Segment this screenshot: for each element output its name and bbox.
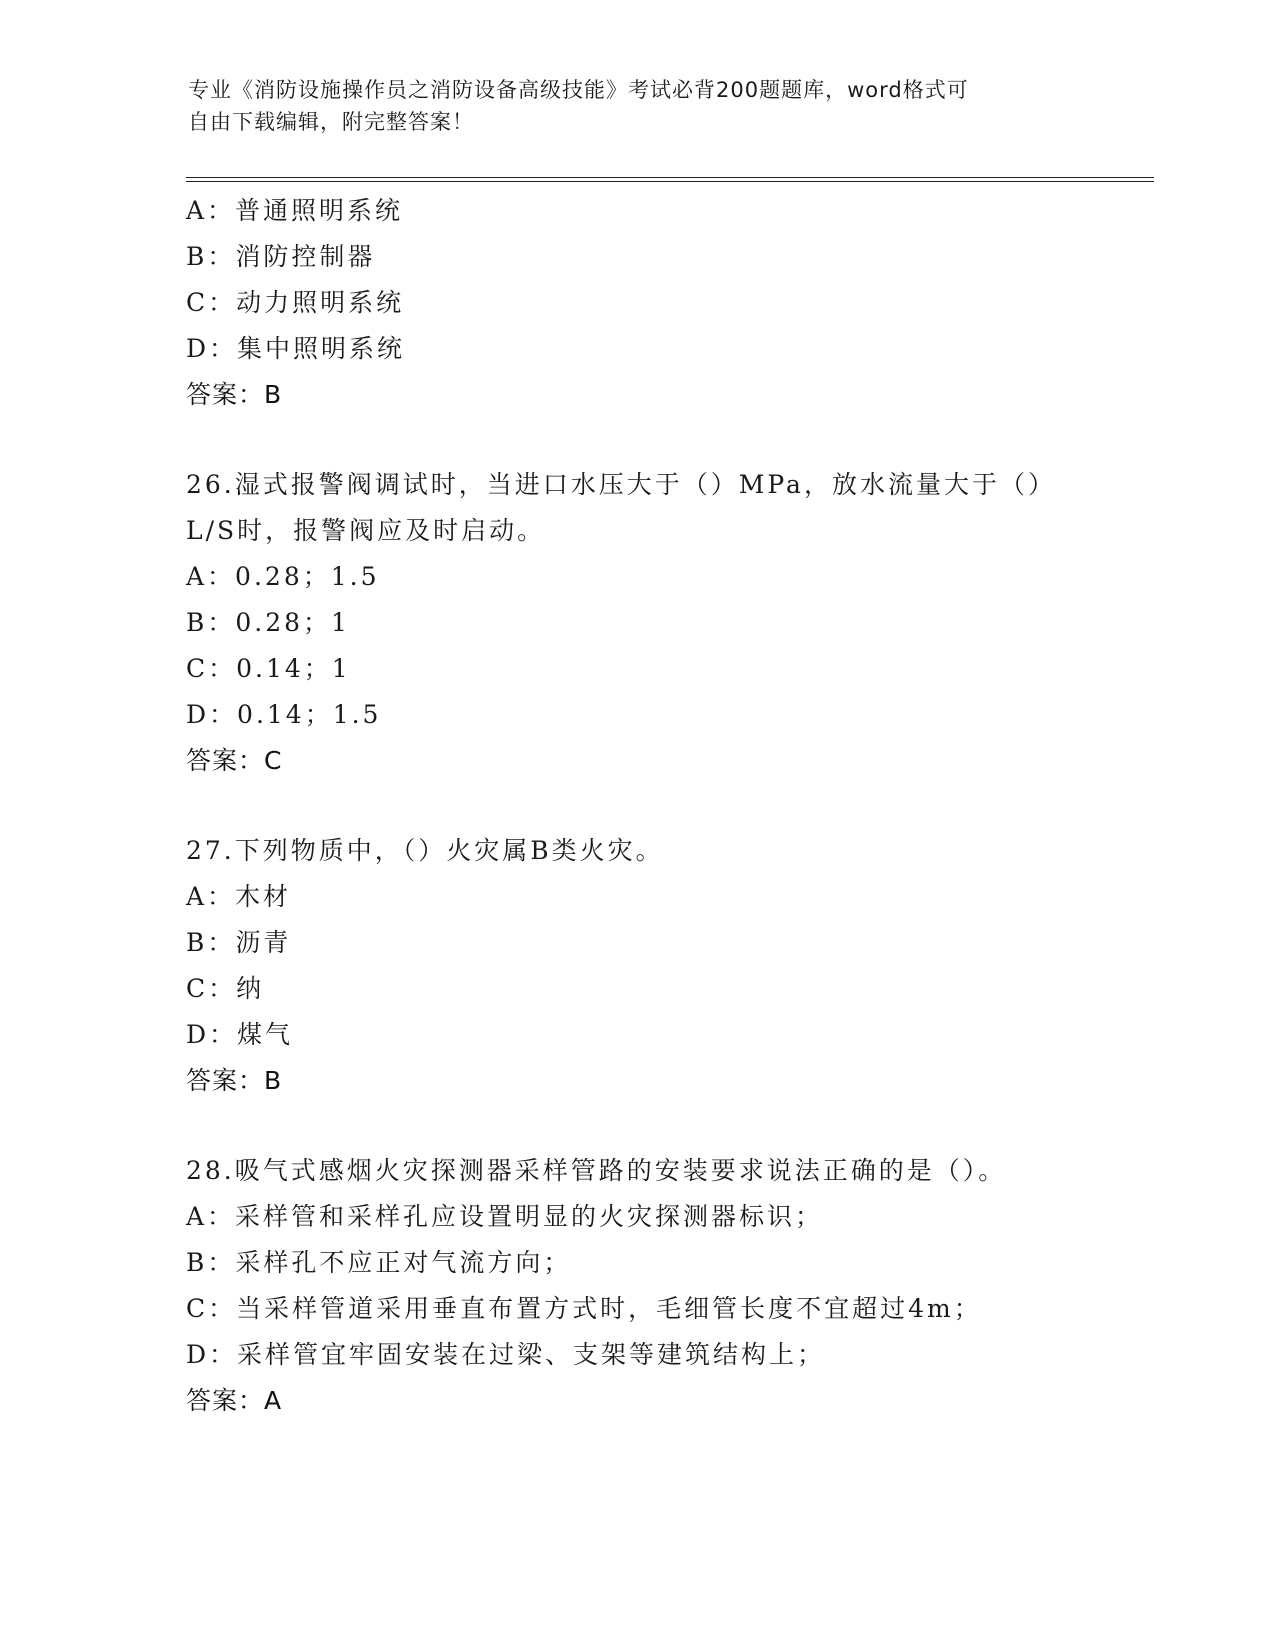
option-b: B：消防控制器 — [186, 242, 376, 271]
answer-line: 答案：B — [186, 380, 283, 409]
option-d: D：煤气 — [186, 1020, 294, 1049]
option-c: C：动力照明系统 — [186, 288, 405, 317]
question-block — [186, 1148, 1166, 1424]
question-block — [186, 462, 1166, 784]
question-block — [186, 188, 1166, 418]
document-header — [188, 74, 1088, 138]
option-c: C：0.14；1 — [186, 654, 351, 683]
option-d: D：集中照明系统 — [186, 334, 406, 363]
option-d: D：采样管宜牢固安装在过梁、支架等建筑结构上； — [186, 1340, 826, 1369]
spacer — [186, 784, 1166, 828]
option-a: A：采样管和采样孔应设置明显的火灾探测器标识； — [186, 1202, 824, 1231]
option-b: B：0.28；1 — [186, 608, 350, 637]
question-list — [186, 188, 1166, 1424]
option-b: B：沥青 — [186, 928, 292, 957]
option-c: C：纳 — [186, 974, 265, 1003]
option-a: A：普通照明系统 — [186, 196, 404, 225]
spacer — [186, 418, 1166, 462]
option-c: C：当采样管道采用垂直布置方式时，毛细管长度不宜超过4m； — [186, 1294, 982, 1323]
question-block — [186, 828, 1166, 1104]
option-b: B：采样孔不应正对气流方向； — [186, 1248, 572, 1277]
question-stem-continued: L/S时，报警阀应及时启动。 — [186, 516, 546, 545]
question-stem: 28.吸气式感烟火灾探测器采样管路的安装要求说法正确的是（）。 — [186, 1156, 1007, 1185]
header-divider — [186, 177, 1154, 182]
answer-line: 答案：C — [186, 746, 283, 775]
header-line-1: 专业《消防设施操作员之消防设备高级技能》考试必背200题题库，word格式可 — [188, 78, 969, 102]
answer-line: 答案：A — [186, 1386, 283, 1415]
question-stem: 26.湿式报警阀调试时，当进口水压大于（）MPa，放水流量大于（） — [186, 470, 1056, 499]
option-d: D：0.14；1.5 — [186, 700, 382, 729]
option-a: A：0.28；1.5 — [186, 562, 380, 591]
question-stem: 27.下列物质中，（）火灾属B类火灾。 — [186, 836, 664, 865]
spacer — [186, 1104, 1166, 1148]
option-a: A：木材 — [186, 882, 292, 911]
answer-line: 答案：B — [186, 1066, 283, 1095]
header-line-2: 自由下载编辑，附完整答案！ — [188, 110, 474, 134]
